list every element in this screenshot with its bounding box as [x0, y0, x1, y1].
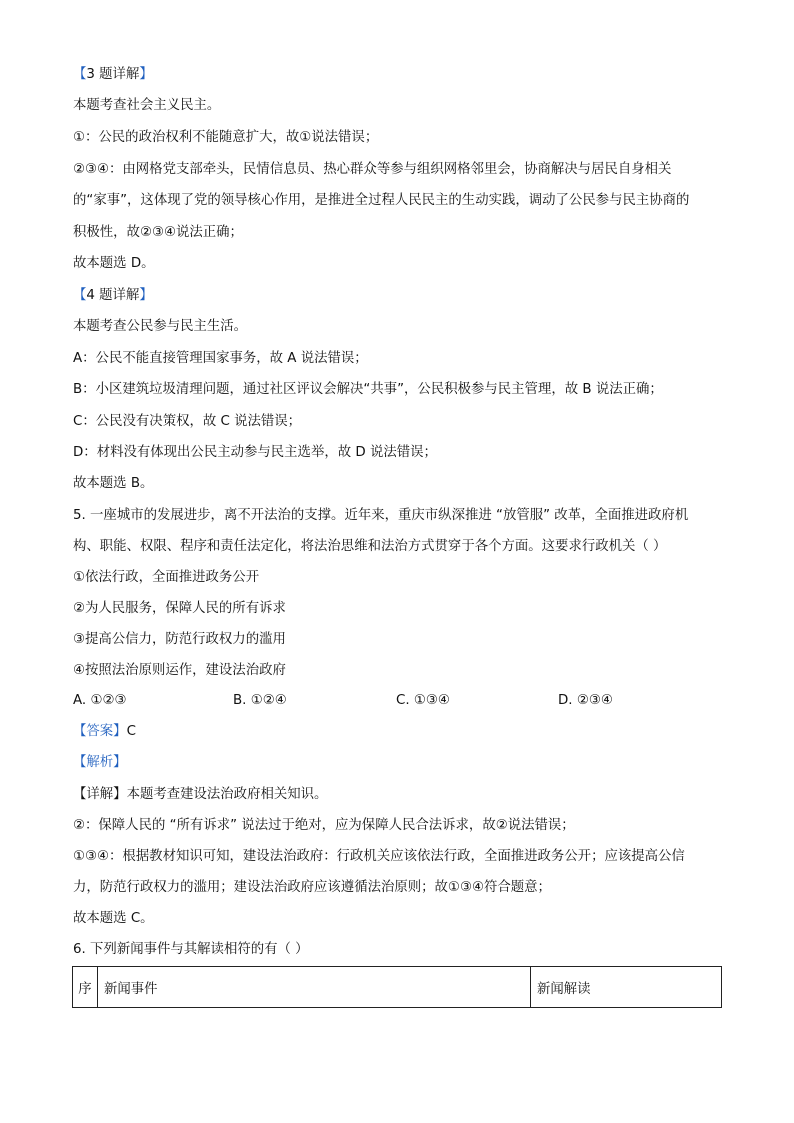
table-header-event: 新闻事件: [98, 967, 531, 1008]
q4-conclusion: 故本题选 B。: [73, 476, 154, 491]
q3-line2a: ②③④：由网格党支部牵头，民情信息员、热心群众等参与组织网格邻里会，协商解决与居民自身相关: [73, 162, 672, 177]
q3-line2b: 的“家事”，这体现了党的领导核心作用，是推进全过程人民民主的生动实践，调动了公民参与民主协商的: [73, 193, 690, 208]
q5-item-1: ①依法行政，全面推进政务公开: [73, 570, 260, 585]
q5-answer: [73, 723, 733, 741]
bracket-open: 【: [73, 67, 87, 82]
table-header-row: [73, 967, 722, 1008]
q5-choice-a: A. ①②③: [73, 693, 127, 708]
q5-detail: [73, 786, 733, 804]
answer-label: 【答案】: [73, 724, 127, 739]
q4-option-d: D：材料没有体现出公民主动参与民主选举，故 D 说法错误；: [73, 445, 437, 460]
q5-choice-b: B. ①②④: [233, 693, 287, 708]
bracket-open: 【: [73, 288, 87, 303]
q5-choice-c: C. ①③④: [396, 693, 450, 708]
q4-option-c: C：公民没有决策权，故 C 说法错误；: [73, 414, 302, 429]
q5-line2a: ①③④：根据教材知识可知，建设法治政府：行政机关应该依法行政，全面推进政务公开；应该提高公信: [73, 849, 685, 864]
q5-line1: ②：保障人民的 “所有诉求” 说法过于绝对，应为保障人民合法诉求，故②说法错误；: [73, 818, 575, 833]
bracket-close: 】: [139, 67, 153, 82]
q5-line2b: 力，防范行政权力的滥用；建设法治政府应该遵循法治原则；故①③④符合题意；: [73, 880, 551, 895]
q5-stem-line2: 构、职能、权限、程序和责任法定化，将法治思维和法治方式贯穿于各个方面。这要求行政机关（ ）: [73, 539, 667, 554]
q3-conclusion: 故本题选 D。: [73, 256, 155, 271]
q5-item-2: ②为人民服务，保障人民的所有诉求: [73, 601, 286, 616]
q3-topic: 本题考查社会主义民主。: [73, 98, 221, 113]
q3-heading: [73, 66, 733, 84]
q4-heading-text: 4 题详解: [86, 288, 140, 303]
q3-line1: ①：公民的政治权利不能随意扩大，故①说法错误；: [73, 130, 379, 145]
table-header-interpretation: 新闻解读: [531, 967, 722, 1008]
table-header-index: 序: [73, 967, 98, 1008]
q5-choice-d: D. ②③④: [558, 693, 613, 708]
answer-value: C: [126, 724, 136, 739]
q5-stem-line1: 5. 一座城市的发展进步，离不开法治的支撑。近年来，重庆市纵深推进 “放管服” 改革，全面推进政府机: [73, 508, 689, 523]
q5-item-3: ③提高公信力，防范行政权力的滥用: [73, 632, 286, 647]
news-table: [72, 966, 722, 1008]
q5-conclusion: 故本题选 C。: [73, 911, 154, 926]
q5-analysis-label: 【解析】: [73, 755, 127, 770]
detail-topic: 本题考查建设法治政府相关知识。: [126, 787, 328, 802]
q4-heading: [73, 287, 733, 305]
bracket-close: 】: [139, 288, 153, 303]
q3-line2c: 积极性，故②③④说法正确；: [73, 225, 243, 240]
q4-option-b: B：小区建筑垃圾清理问题，通过社区评议会解决“共事”，公民积极参与民主管理，故 B 说法正确；: [73, 382, 663, 397]
q4-topic: 本题考查公民参与民主生活。: [73, 319, 248, 334]
q5-item-4: ④按照法治原则运作，建设法治政府: [73, 663, 286, 678]
q6-stem: 6. 下列新闻事件与其解读相符的有（ ）: [73, 942, 309, 957]
q3-heading-text: 3 题详解: [86, 67, 140, 82]
q4-option-a: A：公民不能直接管理国家事务，故 A 说法错误；: [73, 351, 368, 366]
detail-label: 【详解】: [73, 787, 127, 802]
